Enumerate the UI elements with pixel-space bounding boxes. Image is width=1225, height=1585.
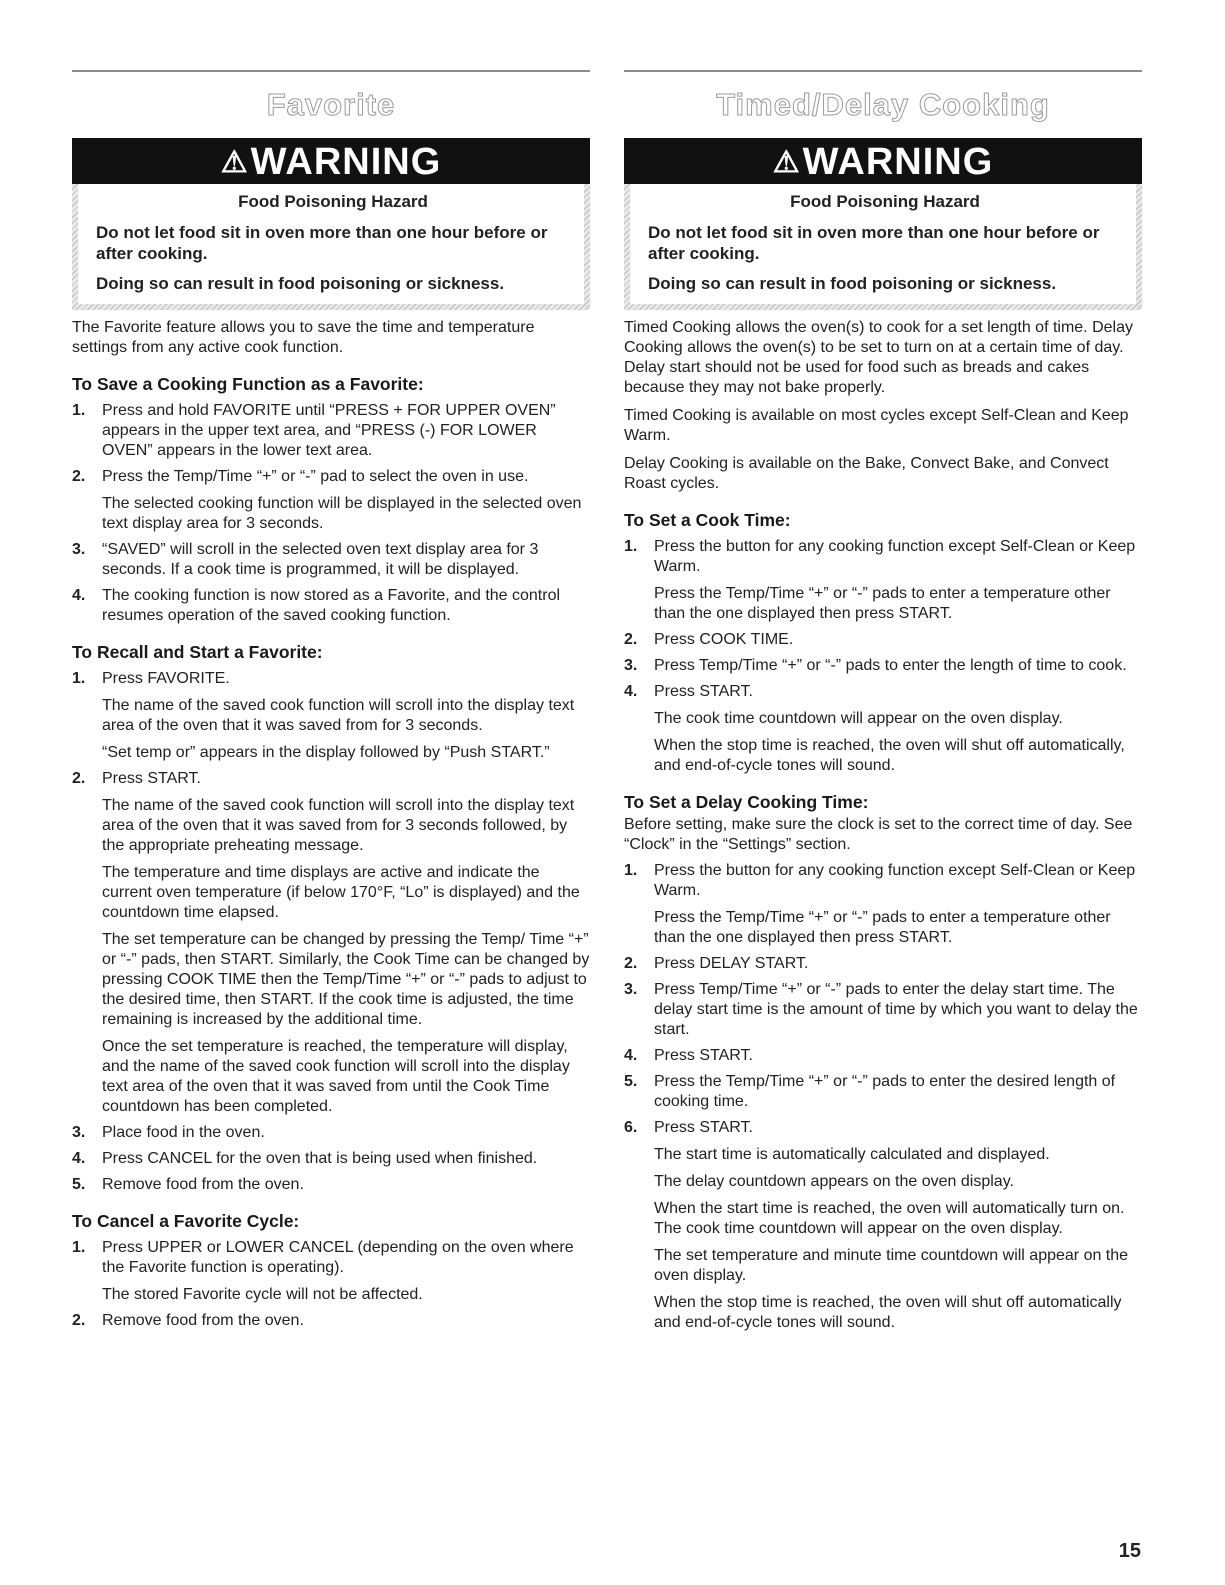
step-number: 3. (624, 981, 638, 998)
section-rule (624, 70, 1142, 72)
step-item (72, 669, 590, 763)
step-item (624, 630, 1142, 650)
section-rule (72, 70, 590, 72)
warning-heading: WARNING (802, 141, 994, 183)
warning-header (624, 138, 1142, 184)
step-note: The selected cooking function will be displayed in the selected oven text display area for 3 seconds. (102, 495, 582, 532)
step-number: 4. (72, 1150, 86, 1167)
step-note: When the stop time is reached, the oven will shut off automatically and end-of-cycle tones will sound. (654, 1294, 1122, 1331)
step-number: 3. (624, 657, 638, 674)
step-number: 4. (72, 587, 86, 604)
warning-content (78, 184, 584, 304)
step-number: 4. (624, 1047, 638, 1064)
page-number: 15 (1118, 1540, 1141, 1562)
step-text: Press Temp/Time “+” or “-” pads to enter the length of time to cook. (654, 657, 1127, 674)
step-number: 1. (624, 538, 638, 555)
step-number: 2. (72, 468, 86, 485)
intro-paragraph: The Favorite feature allows you to save the time and temperature settings from any active cook function. (72, 319, 535, 356)
warning-text: Doing so can result in food poisoning or sickness. (96, 274, 505, 293)
step-number: 2. (72, 1312, 86, 1329)
step-item (624, 954, 1142, 974)
step-text: Press UPPER or LOWER CANCEL (depending on the oven where the Favorite function is operating). (102, 1239, 574, 1276)
step-text: “SAVED” will scroll in the selected oven text display area for 3 seconds. If a cook time is programmed, it will be displayed. (102, 541, 539, 578)
step-item (72, 401, 590, 461)
step-number: 2. (72, 770, 86, 787)
step-item (624, 537, 1142, 624)
step-text: Press FAVORITE. (102, 670, 230, 687)
step-text: Press DELAY START. (654, 955, 809, 972)
step-note: The stored Favorite cycle will not be affected. (102, 1286, 423, 1303)
step-text: Press START. (102, 770, 201, 787)
step-number: 2. (624, 955, 638, 972)
warning-text: Doing so can result in food poisoning or sickness. (648, 274, 1057, 293)
step-number: 1. (72, 402, 86, 419)
step-note: The delay countdown appears on the oven display. (654, 1173, 1014, 1190)
step-text: Press the Temp/Time “+” or “-” pads to enter the desired length of cooking time. (654, 1073, 1116, 1110)
step-item (624, 1046, 1142, 1066)
warning-hazard: Food Poisoning Hazard (790, 192, 980, 211)
step-note: Press the Temp/Time “+” or “-” pads to enter a temperature other than the one displayed then press START. (654, 909, 1111, 946)
step-text: Press START. (654, 1047, 753, 1064)
step-text: Press COOK TIME. (654, 631, 794, 648)
step-text: Press and hold FAVORITE until “PRESS + FOR UPPER OVEN” appears in the upper text area, and “PRESS (-) FOR LOWER OVEN” appears in the lower text area. (102, 402, 556, 459)
step-number: 1. (72, 670, 86, 687)
set-cook-time-steps (624, 537, 1142, 776)
step-number: 3. (72, 1124, 86, 1141)
section-title-timed-delay: Timed/Delay Cooking (716, 87, 1050, 122)
step-item (72, 1238, 590, 1305)
delay-intro: Before setting, make sure the clock is set to the correct time of day. See “Clock” in the “Settings” section. (624, 816, 1133, 853)
step-item (624, 656, 1142, 676)
step-note: The cook time countdown will appear on the oven display. (654, 710, 1063, 727)
warning-text: Do not let food sit in oven more than one hour before or after cooking. (96, 223, 548, 263)
step-note: When the stop time is reached, the oven will shut off automatically, and end-of-cycle tones will sound. (654, 737, 1125, 774)
recall-favorite-steps (72, 669, 590, 1195)
step-number: 4. (624, 683, 638, 700)
warning-hazard: Food Poisoning Hazard (238, 192, 428, 211)
step-item (624, 980, 1142, 1040)
step-text: Remove food from the oven. (102, 1312, 304, 1329)
step-text: The cooking function is now stored as a Favorite, and the control resumes operation of the saved cooking function. (102, 587, 561, 624)
step-number: 5. (72, 1176, 86, 1193)
step-item (72, 586, 590, 626)
warning-box (72, 138, 590, 310)
set-delay-heading: To Set a Delay Cooking Time: (624, 792, 869, 812)
step-text: Press the Temp/Time “+” or “-” pad to select the oven in use. (102, 468, 529, 485)
set-delay-steps (624, 861, 1142, 1333)
section-title-favorite: Favorite (266, 87, 396, 122)
intro-paragraph: Delay Cooking is available on the Bake, Convect Bake, and Convect Roast cycles. (624, 455, 1109, 492)
step-item (624, 861, 1142, 948)
intro-paragraph: Timed Cooking allows the oven(s) to cook for a set length of time. Delay Cooking allows the oven(s) to be set to turn on at a certain time of day. Delay start should not be used for food such as breads and cakes because they may not bake properly. (624, 319, 1133, 396)
warning-triangle-icon: ⚠ (772, 146, 801, 179)
step-number: 3. (72, 541, 86, 558)
step-item (624, 1118, 1142, 1333)
step-text: Press the button for any cooking function except Self-Clean or Keep Warm. (654, 538, 1136, 575)
warning-header (72, 138, 590, 184)
left-column (72, 70, 590, 1331)
recall-favorite-heading: To Recall and Start a Favorite: (72, 642, 323, 662)
step-text: Remove food from the oven. (102, 1176, 304, 1193)
step-note: When the start time is reached, the oven will automatically turn on. The cook time countdown will appear on the oven display. (654, 1200, 1125, 1237)
step-note: The start time is automatically calculated and displayed. (654, 1146, 1050, 1163)
warning-text: Do not let food sit in oven more than one hour before or after cooking. (648, 223, 1100, 263)
step-note: Press the Temp/Time “+” or “-” pads to enter a temperature other than the one displayed then press START. (654, 585, 1111, 622)
step-text: Press START. (654, 683, 753, 700)
step-item (624, 682, 1142, 776)
step-note: The set temperature and minute time countdown will appear on the oven display. (654, 1247, 1129, 1284)
step-item (72, 540, 590, 580)
step-note: The set temperature can be changed by pressing the Temp/ Time “+” or “-” pads, then START. Similarly, the Cook Time can be changed by pressing COOK TIME then the Temp/Time “+” or “-” pads to adjust to the desired time, then START. If the cook time is adjusted, the time remaining is increased by the additional time. (102, 931, 590, 1028)
step-text: Press the button for any cooking function except Self-Clean or Keep Warm. (654, 862, 1136, 899)
warning-content (630, 184, 1136, 304)
right-column (624, 70, 1142, 1333)
intro-paragraph: Timed Cooking is available on most cycles except Self-Clean and Keep Warm. (624, 407, 1129, 444)
save-favorite-steps (72, 401, 590, 626)
warning-heading: WARNING (250, 141, 442, 183)
step-item (72, 1149, 590, 1169)
step-text: Press START. (654, 1119, 753, 1136)
step-number: 6. (624, 1119, 638, 1136)
step-text: Place food in the oven. (102, 1124, 265, 1141)
warning-box (624, 138, 1142, 310)
step-item (72, 467, 590, 534)
step-item (72, 1311, 590, 1331)
save-favorite-heading: To Save a Cooking Function as a Favorite: (72, 374, 424, 394)
step-item (72, 1175, 590, 1195)
step-number: 1. (624, 862, 638, 879)
cancel-favorite-steps (72, 1238, 590, 1331)
cancel-favorite-heading: To Cancel a Favorite Cycle: (72, 1211, 300, 1231)
warning-triangle-icon: ⚠ (220, 146, 249, 179)
step-item (72, 1123, 590, 1143)
step-item (624, 1072, 1142, 1112)
step-item (72, 769, 590, 1117)
step-number: 5. (624, 1073, 638, 1090)
step-note: The name of the saved cook function will scroll into the display text area of the oven that it was saved from for 3 seconds. (102, 697, 575, 734)
step-text: Press CANCEL for the oven that is being used when finished. (102, 1150, 538, 1167)
step-number: 1. (72, 1239, 86, 1256)
step-text: Press Temp/Time “+” or “-” pads to enter the delay start time. The delay start time is the amount of time by which you want to delay the start. (654, 981, 1138, 1038)
step-note: Once the set temperature is reached, the temperature will display, and the name of the saved cook function will scroll into the display text area of the oven that it was saved from until the Cook Time countdown has been completed. (102, 1038, 570, 1115)
step-note: “Set temp or” appears in the display followed by “Push START.” (102, 744, 550, 761)
step-number: 2. (624, 631, 638, 648)
step-note: The temperature and time displays are active and indicate the current oven temperature (if below 170°F, “Lo” is displayed) and the countdown time elapsed. (102, 864, 580, 921)
step-note: The name of the saved cook function will scroll into the display text area of the oven that it was saved from for 3 seconds followed, by the appropriate preheating message. (102, 797, 575, 854)
set-cook-time-heading: To Set a Cook Time: (624, 510, 791, 530)
